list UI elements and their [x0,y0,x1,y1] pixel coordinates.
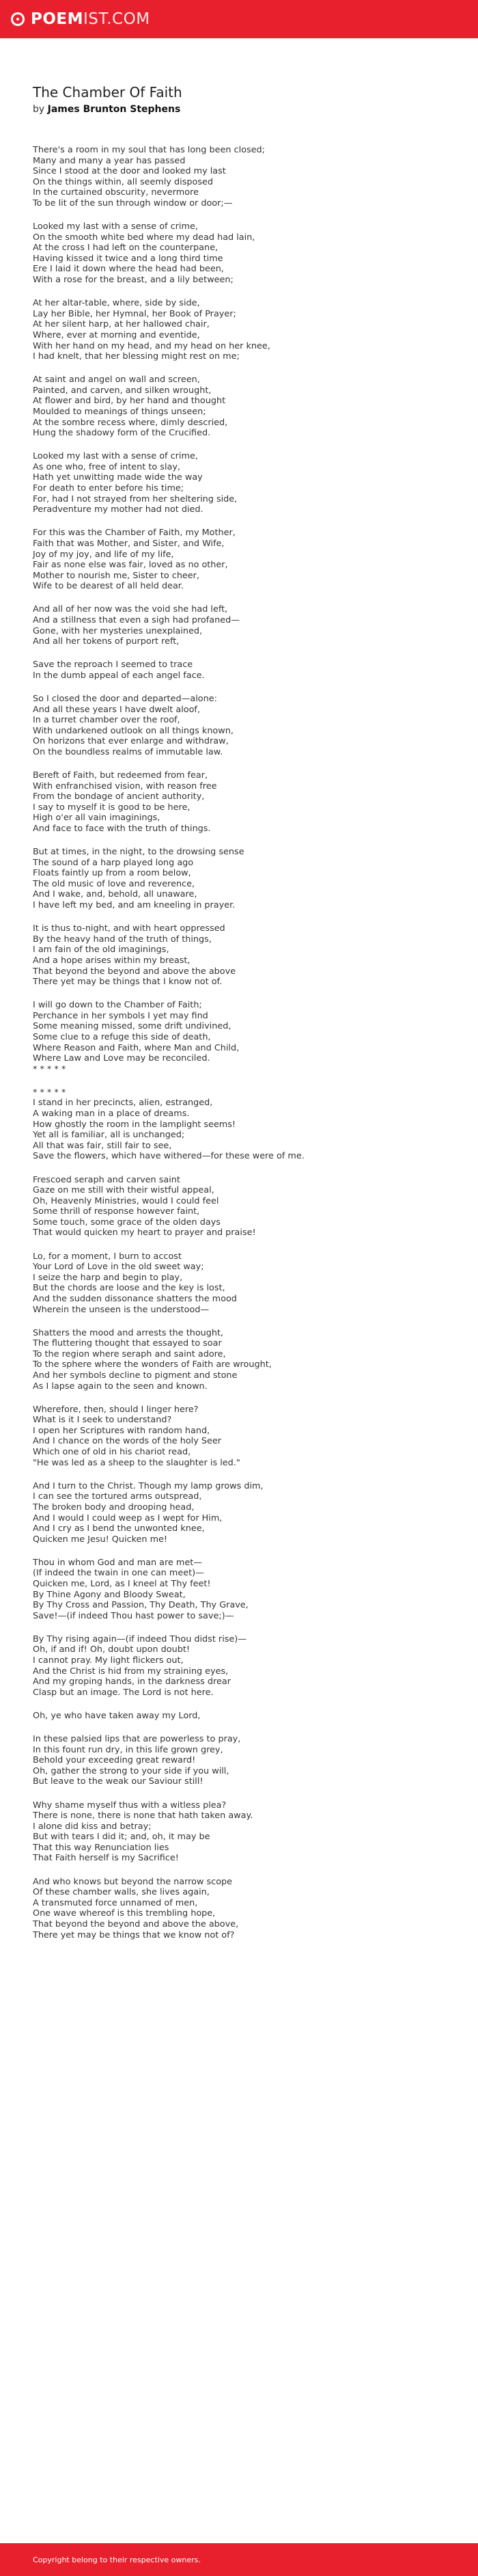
poem-line: And all these years I have dwelt aloof, [33,704,201,715]
stanza [33,298,447,362]
poem-line: And I chance on the words of the holy Seer [33,1436,221,1447]
poem-line: But at times, in the night, to the drowsing sense [33,847,244,858]
poem-line: In the dumb appeal of each angel face. [33,670,205,681]
poem-line: But with tears I did it; and, oh, it may be [33,1832,210,1843]
poem-line: High o'er all vain imaginings, [33,813,160,824]
poem-line: Looked my last with a sense of crime, [33,451,198,462]
stanza [33,770,447,835]
poem-line: On the boundless realms of immutable law. [33,746,223,757]
poem-line: And I turn to the Christ. Though my lamp grows dim, [33,1480,264,1491]
poem-line: There is none, there is none that hath taken away. [33,1811,253,1821]
stanza [33,923,447,988]
poem-line: Your Lord of Love in the old sweet way; [33,1262,204,1273]
poem-line: In this fount run dry, in this life grown grey, [33,1744,223,1755]
poem-title: The Chamber Of Faith [33,84,182,100]
poem-line: On the smooth white bed where my dead had lain, [33,232,255,243]
poem-line: Save!—(if indeed Thou hast power to save;)— [33,1610,234,1621]
poem-line: For death to enter before his time; [33,483,184,494]
poem-line: Fair as none else was fair, loved as no other, [33,560,228,571]
stanza [33,1405,447,1469]
poem-line: Gaze on me still with their wistful appeal, [33,1185,214,1196]
poem-line: And the sudden dissonance shatters the mood [33,1293,237,1304]
poem-line: The broken body and drooping head, [33,1502,195,1513]
poem-line: There yet may be things that we know not of? [33,1929,235,1940]
site-footer [0,2543,478,2576]
stanza [33,1877,447,1941]
poem-line: That beyond the beyond and above the above [33,966,236,977]
poem-line: So I closed the door and departed—alone: [33,693,217,704]
poem-line: Oh, gather the strong to your side if you will, [33,1765,229,1776]
poem-line: At the cross I had left on the counterpane, [33,243,219,254]
poem-line: For, had I not strayed from her sheltering side, [33,493,238,504]
poem-line: By Thy rising again—(if indeed Thou didst rise)— [33,1633,247,1644]
poem-line: Perchance in her symbols I yet may find [33,1010,208,1021]
poem-line: And a stillness that even a sigh had profaned— [33,614,240,625]
poem-line: In the curtained obscurity, nevermore [33,187,199,198]
poem-line: Wife to be dearest of all held dear. [33,581,184,592]
logo-text-strong: POEM [31,10,84,28]
poem-line: I can see the tortured arms outspread, [33,1491,202,1502]
poem-line: Where Reason and Faith, where Man and Child, [33,1042,240,1053]
poem-line: The sound of a harp played long ago [33,857,194,868]
poem-line: Oh, if and if! Oh, doubt upon doubt! [33,1644,191,1655]
poem-line: And all her tokens of purport reft, [33,636,180,647]
poem-line: But leave to the weak our Saviour still! [33,1776,203,1787]
poem-line: And who knows but beyond the narrow scope [33,1876,233,1887]
poem-line: Thou in whom God and man are met— [33,1557,203,1568]
poem-line: That would quicken my heart to prayer and praise! [33,1228,256,1238]
poem-line: I seize the harp and begin to play, [33,1272,183,1283]
site-logo[interactable] [11,10,150,28]
poem-line: At her silent harp, at her hallowed chair, [33,319,210,330]
poem-line: Mother to nourish me, Sister to cheer, [33,570,200,581]
poem-line: A waking man in a place of dreams. [33,1109,190,1120]
poem-line: At saint and angel on wall and screen, [33,375,200,385]
poem-line: Where Law and Love may be reconciled. [33,1053,210,1064]
poem-line: The old music of love and reverence, [33,878,195,889]
poem-line: I alone did kiss and betray; [33,1821,152,1832]
poem-line: Many and many a year has passed [33,155,186,166]
poem-line: Clasp but an image. The Lord is not here. [33,1687,214,1698]
poem-line: Hung the shadowy form of the Crucified. [33,428,211,439]
poem-line: Floats faintly up from a room below, [33,868,191,879]
poem-line: Peradventure my mother had not died. [33,504,203,515]
stanza [33,694,447,758]
poem-line: * * * * * [33,1087,66,1098]
poem-line: That beyond the beyond and above the above, [33,1919,239,1929]
poem-line: At her altar-table, where, side by side, [33,298,200,309]
poem-line: Oh, Heavenly Ministries, would I could feel [33,1195,219,1206]
byline [33,103,447,116]
logo-text [31,10,150,28]
poem-line: By Thine Agony and Bloody Sweat, [33,1589,186,1600]
poem-line: Bereft of Faith, but redeemed from fear, [33,770,208,781]
poem-line: The fluttering thought that essayed to soar [33,1338,222,1349]
poem-line: As I lapse again to the seen and known. [33,1381,208,1392]
poem-line: On the things within, all seemly disposed [33,176,213,187]
poem-line: In a turret chamber over the roof, [33,715,180,726]
poem-line: Wherefore, then, should I linger here? [33,1404,199,1415]
poem-line: And a hope arises within my breast, [33,955,191,966]
poem-line: Lo, for a moment, I burn to accost [33,1251,182,1262]
stanza [33,604,447,647]
poem-line: Gone, with her mysteries unexplained, [33,625,203,636]
poem-line: I have left my bed, and am kneeling in prayer. [33,900,236,911]
poem-line: * * * * * [33,1063,66,1074]
poem-line: Save the reproach I seemed to trace [33,660,193,670]
poem-line: But the chords are loose and the key is lost, [33,1283,225,1294]
poem-line: Quicken me, Lord, as I kneel at Thy feet! [33,1579,211,1589]
poem-line: To the region where seraph and saint adore, [33,1348,226,1359]
poem-page [0,38,478,2543]
poem-line: Moulded to meanings of things unseen; [33,406,206,417]
poem-line: Hath yet unwitting made wide the way [33,472,203,483]
stanza [33,847,447,911]
poem-line: Ere I laid it down where the head had been, [33,264,224,275]
stanza [33,1481,447,1545]
poem-line: And my groping hands, in the darkness drear [33,1677,231,1687]
stanza [33,660,447,681]
poem-body [33,145,447,1940]
poem-line: To be lit of the sun through window or door;— [33,198,233,208]
copyright-text: Copyright belong to their respective owners. [33,2555,201,2564]
poem-line: Save the flowers, which have withered—for these were of me. [33,1151,305,1162]
poem-line: That this way Renunciation lies [33,1842,169,1853]
poem-line: By Thy Cross and Passion, Thy Death, Thy Grave, [33,1600,249,1611]
poem-line: And the Christ is hid from my straining eyes, [33,1666,229,1677]
poem-line: Some clue to a refuge this side of death, [33,1031,211,1042]
poem-line: Behold your exceeding great reward! [33,1755,196,1766]
poem-line: With her hand on my head, and my head on her knee, [33,340,270,351]
poem-line: With a rose for the breast, and a lily between; [33,275,234,286]
poem-line: In these palsied lips that are powerless to pray, [33,1734,241,1745]
poem-line: "He was led as a sheep to the slaughter is led." [33,1457,240,1468]
poem-line: Joy of my joy, and life of my life, [33,549,174,560]
poem-line: I will go down to the Chamber of Faith; [33,1000,202,1011]
poem-line: Shatters the mood and arrests the thought, [33,1327,224,1338]
poem-line: That Faith herself is my Sacrifice! [33,1853,179,1864]
stanza [33,451,447,515]
byline-prefix: by [33,104,45,115]
poem-line: Looked my last with a sense of crime, [33,221,198,232]
stanza [33,1000,447,1074]
poem-line: A transmuted force unnamed of men, [33,1897,198,1908]
poem-line: Some thrill of response however faint, [33,1206,200,1217]
poem-line: Which one of old in his chariot read, [33,1447,191,1458]
poem-line: Why shame myself thus with a witless plea? [33,1800,227,1811]
stanza [33,145,447,209]
stanza [33,1087,447,1162]
stanza [33,1800,447,1865]
poem-line: For this was the Chamber of Faith, my Mother, [33,528,236,539]
poem-line: And I would I could weep as I wept for Him, [33,1513,223,1523]
poem-line: With undarkened outlook on all things known, [33,725,234,736]
poem-line: At the sombre recess where, dimly descried, [33,417,228,428]
poem-line: Some meaning missed, some drift undivined, [33,1021,231,1032]
poem-line: And I wake, and, behold, all unaware, [33,889,197,900]
stanza [33,1558,447,1622]
author-name[interactable]: James Brunton Stephens [47,104,181,115]
poem-line: There's a room in my soul that has long been closed; [33,145,265,155]
poem-line: Quicken me Jesu! Quicken me! [33,1534,168,1545]
poem-line: Oh, ye who have taken away my Lord, [33,1710,201,1721]
poem-line: From the bondage of ancient authority, [33,791,205,802]
poem-line: What is it I seek to understand? [33,1415,172,1426]
poem-line: At flower and bird, by her hand and thought [33,396,226,407]
poem-line: I say to myself it is good to be here, [33,802,191,813]
stanza [33,1328,447,1392]
poem-line: By the heavy hand of the truth of things, [33,934,212,945]
poem-line: It is thus to-night, and with heart oppressed [33,923,225,934]
poem-line: Lay her Bible, her Hymnal, her Book of Prayer; [33,308,236,319]
poem-line: I cannot pray. My light flickers out, [33,1655,184,1666]
poem-line: Wherein the unseen is the understood— [33,1304,210,1315]
poem-line: Yet all is familiar, all is unchanged; [33,1130,185,1141]
poem-line: And her symbols decline to pigment and stone [33,1370,238,1381]
stanza [33,375,447,439]
stanza [33,1175,447,1239]
poem-line: (If indeed the twain in one can meet)— [33,1568,204,1579]
logo-icon [11,12,25,26]
poem-line: And face to face with the truth of things. [33,823,211,834]
poem-line: And I cry as I bend the unwonted knee, [33,1523,205,1534]
stanza [33,1251,447,1316]
stanza [33,1734,447,1787]
poem-line: As one who, free of intent to slay, [33,461,180,472]
poem-line: I stand in her precincts, alien, estranged, [33,1098,213,1109]
poem-line: I open her Scriptures with random hand, [33,1425,210,1436]
poem-line: There yet may be things that I know not of. [33,977,223,988]
stanza [33,528,447,592]
site-header [0,0,478,38]
poem-line: Some touch, some grace of the olden days [33,1217,221,1228]
poem-line: Painted, and carven, and silken wrought, [33,385,212,396]
poem-line: Of these chamber walls, she lives again, [33,1887,210,1898]
stanza [33,1711,447,1722]
poem-line: To the sphere where the wonders of Faith are wrought, [33,1359,272,1370]
poem-line: On horizons that ever enlarge and withdraw, [33,736,229,747]
logo-text-light: IST.COM [83,10,150,28]
poem-line: Faith that was Mother, and Sister, and Wife, [33,538,225,549]
poem-line: Having kissed it twice and a long third time [33,253,223,264]
poem-line: And all of her now was the void she had left, [33,604,228,615]
poem-line: One wave whereof is this trembling hope, [33,1908,216,1919]
poem-line: Where, ever at morning and eventide, [33,329,200,340]
poem-line: How ghostly the room in the lamplight seems! [33,1119,236,1130]
poem-line: All that was fair, still fair to see, [33,1140,172,1151]
stanza [33,1634,447,1698]
poem-line: Since I stood at the door and looked my last [33,166,226,177]
poem-line: With enfranchised vision, with reason free [33,781,217,791]
poem-line: I am fain of the old imaginings, [33,945,169,955]
stanza [33,221,447,286]
poem-line: Frescoed seraph and carven saint [33,1174,180,1185]
poem-line: I had knelt, that her blessing might rest on me; [33,351,240,362]
